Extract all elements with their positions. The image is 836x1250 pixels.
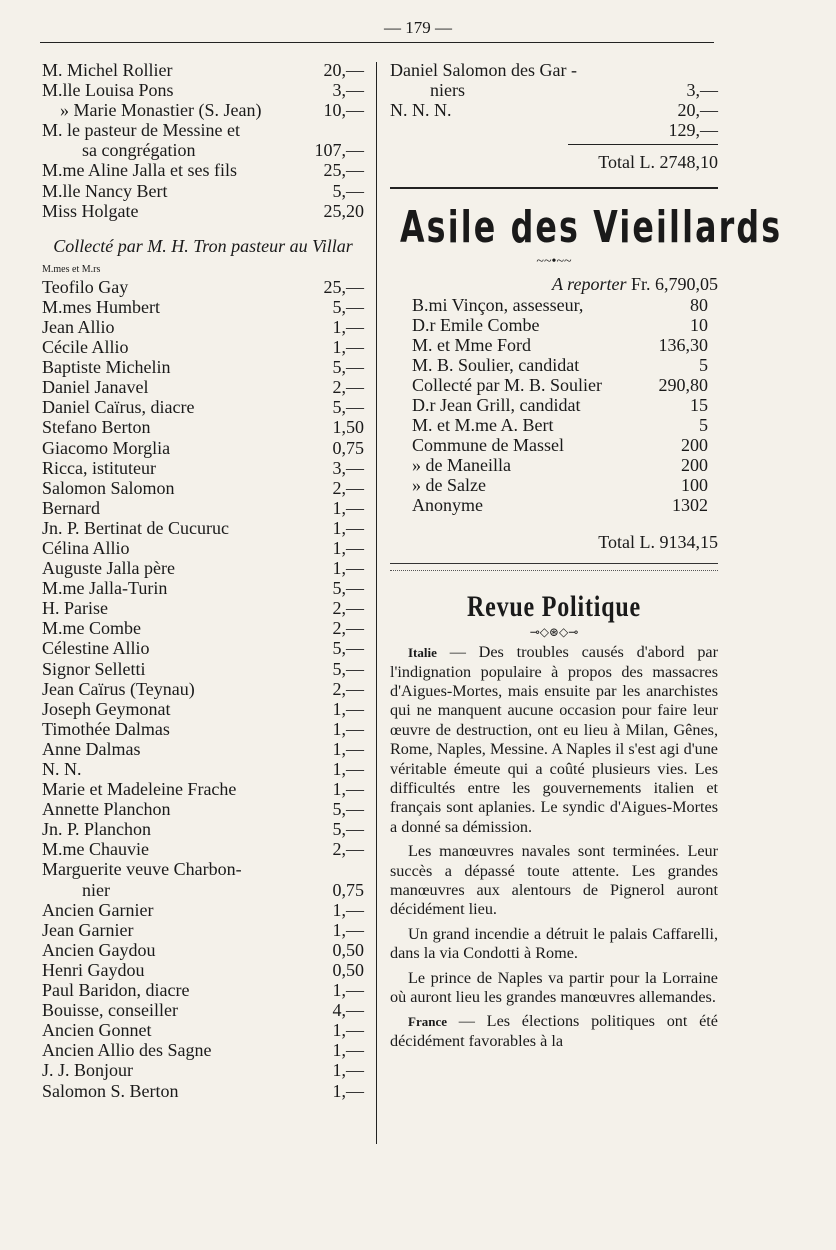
entry-name: Daniel Caïrus, diacre bbox=[42, 397, 195, 418]
section-rule bbox=[390, 187, 718, 189]
list-item bbox=[42, 779, 364, 799]
entry-amount: 25,— bbox=[323, 160, 364, 181]
entry-amount: 10,— bbox=[323, 100, 364, 121]
list-item bbox=[42, 60, 364, 80]
entry-amount: 1,— bbox=[332, 759, 364, 779]
country-label: Italie bbox=[408, 645, 437, 661]
collected-heading: Collecté par M. H. Tron pasteur au Villar bbox=[53, 235, 353, 256]
list-item bbox=[390, 60, 718, 80]
column-rule bbox=[376, 62, 377, 1144]
entry-name: Ricca, istituteur bbox=[42, 457, 156, 478]
entry-amount: 1,— bbox=[332, 980, 364, 1001]
list-item bbox=[390, 475, 718, 495]
entry-amount: 290,80 bbox=[658, 375, 708, 396]
list-item bbox=[42, 438, 364, 458]
entry-name: Daniel Salomon des Gar - bbox=[390, 60, 577, 80]
list-item bbox=[42, 880, 364, 900]
entry-name: Jn. P. Planchon bbox=[42, 819, 152, 840]
total-1: Total L. 2748,10 bbox=[598, 152, 718, 173]
entry-name: Signor Selletti bbox=[42, 658, 146, 679]
entry-name: Daniel Janavel bbox=[42, 377, 149, 398]
entry-amount: 0,75 bbox=[332, 437, 364, 458]
entry-amount: 1,— bbox=[332, 517, 364, 538]
entry-name: N. N. N. bbox=[390, 100, 452, 120]
list-item bbox=[42, 277, 364, 297]
entry-name: Henri Gaydou bbox=[42, 959, 145, 980]
entry-name: Jn. P. Bertinat de Cucuruc bbox=[42, 517, 229, 538]
entry-amount: 1302 bbox=[672, 495, 708, 516]
list-item bbox=[42, 1020, 364, 1040]
entry-amount: 80 bbox=[690, 295, 708, 316]
page-number: — 179 — bbox=[384, 18, 452, 37]
entry-amount: 10 bbox=[690, 315, 708, 336]
entry-amount: 5,— bbox=[332, 578, 364, 599]
entry-name: D.r Emile Combe bbox=[412, 315, 540, 336]
entry-name: Teofilo Gay bbox=[42, 276, 129, 297]
entry-name: Bouisse, conseiller bbox=[42, 1000, 178, 1021]
entry-name: M. et Mme Ford bbox=[412, 335, 531, 356]
list-item bbox=[42, 478, 364, 498]
entry-name: Miss Holgate bbox=[42, 200, 139, 221]
entry-amount: 1,— bbox=[332, 316, 364, 337]
wavy-rule bbox=[390, 563, 718, 571]
paragraph-text: Les manœuvres navales sont terminées. Leur succès a dépassé toute attente. Les grandes manœuvres aux alentours de Pignerol auront décidément lieu. bbox=[390, 842, 718, 919]
subtotal: 129,— bbox=[668, 120, 718, 140]
entry-name: Bernard bbox=[42, 497, 100, 518]
entry-name: M.mes Humbert bbox=[42, 296, 160, 317]
entry-amount: 0,50 bbox=[332, 959, 364, 980]
entry-amount: 2,— bbox=[332, 678, 364, 699]
entry-name: H. Parise bbox=[42, 598, 108, 619]
list-item bbox=[42, 181, 364, 201]
list-item bbox=[42, 140, 364, 160]
list-item bbox=[42, 920, 364, 940]
entry-name: Salomon S. Berton bbox=[42, 1080, 179, 1101]
total-2: Total L. 9134,15 bbox=[598, 532, 718, 553]
entry-name: » Marie Monastier (S. Jean) bbox=[60, 100, 262, 121]
mmes-label: M.mes et M.rs bbox=[42, 263, 101, 275]
entry-amount: 1,— bbox=[332, 558, 364, 579]
entry-name: M.lle Louisa Pons bbox=[42, 80, 174, 101]
list-item bbox=[42, 317, 364, 337]
entry-amount: 5,— bbox=[332, 638, 364, 659]
list-item bbox=[42, 839, 364, 859]
entry-name: Jean Caïrus (Teynau) bbox=[42, 678, 195, 699]
entry-name: B.mi Vinçon, assesseur, bbox=[412, 295, 584, 316]
entry-name: Ancien Gaydou bbox=[42, 939, 156, 960]
entry-amount: 5,— bbox=[332, 658, 364, 679]
entry-name: » de Salze bbox=[412, 475, 486, 496]
entry-amount: 1,— bbox=[332, 497, 364, 518]
list-item bbox=[42, 940, 364, 960]
entry-amount: 1,— bbox=[332, 1080, 364, 1101]
list-item bbox=[42, 100, 364, 120]
list-item bbox=[42, 799, 364, 819]
entry-name: Stefano Berton bbox=[42, 417, 151, 438]
list-item bbox=[42, 1060, 364, 1080]
entry-amount: 1,— bbox=[332, 738, 364, 759]
entry-name: Marie et Madeleine Frache bbox=[42, 779, 237, 800]
paragraph-text: Un grand incendie a détruit le palais Caffarelli, dans la via Condotti à Rome. bbox=[390, 924, 718, 963]
entry-amount: 5,— bbox=[332, 180, 364, 201]
list-item bbox=[42, 297, 364, 317]
entry-amount: 1,— bbox=[332, 1060, 364, 1081]
list-item bbox=[42, 538, 364, 558]
entry-amount: 20,— bbox=[323, 60, 364, 80]
paragraph-text: Le prince de Naples va partir pour la Lorraine où auront lieu les grandes manœuvres allemandes. bbox=[390, 968, 718, 1006]
entry-amount: 5 bbox=[699, 355, 708, 376]
list-item bbox=[390, 495, 718, 515]
list-item bbox=[390, 395, 718, 415]
entry-amount: 2,— bbox=[332, 598, 364, 619]
right-top-list bbox=[390, 60, 718, 120]
list-item bbox=[390, 375, 718, 395]
entry-amount: 5 bbox=[699, 415, 708, 436]
list-item bbox=[42, 598, 364, 618]
entry-name: D.r Jean Grill, candidat bbox=[412, 395, 581, 416]
asile-title: Asile des Vieillards bbox=[400, 202, 783, 254]
list-item bbox=[390, 415, 718, 435]
country-label: France bbox=[408, 1014, 447, 1030]
list-item bbox=[42, 739, 364, 759]
ornament: ~~•~~ bbox=[536, 254, 572, 270]
sum-line bbox=[568, 144, 718, 145]
donor-list bbox=[42, 277, 364, 1101]
list-item bbox=[42, 201, 364, 221]
entry-name: sa congrégation bbox=[82, 140, 196, 161]
entry-amount: 2,— bbox=[332, 377, 364, 398]
entry-amount: 5,— bbox=[332, 799, 364, 820]
entry-name: M.me Chauvie bbox=[42, 839, 149, 860]
entry-name: M. B. Soulier, candidat bbox=[412, 355, 580, 376]
list-item bbox=[42, 377, 364, 397]
list-item bbox=[42, 699, 364, 719]
entry-amount: 2,— bbox=[332, 839, 364, 860]
entry-amount: 2,— bbox=[332, 618, 364, 639]
entry-name: Marguerite veuve Charbon- bbox=[42, 859, 242, 880]
entry-name: M.me Jalla-Turin bbox=[42, 578, 168, 599]
entry-amount: 3,— bbox=[686, 80, 718, 100]
list-item bbox=[42, 900, 364, 920]
revue-title: Revue Politique bbox=[467, 590, 641, 624]
entry-amount: 1,— bbox=[332, 1040, 364, 1061]
entry-amount: 3,— bbox=[332, 457, 364, 478]
entry-name: M.me Aline Jalla et ses fils bbox=[42, 160, 237, 181]
entry-amount: 5,— bbox=[332, 296, 364, 317]
list-item bbox=[390, 335, 718, 355]
entry-amount: 1,— bbox=[332, 779, 364, 800]
ornament-2: ⊸◇⊛◇⊸ bbox=[529, 625, 579, 640]
list-item bbox=[42, 759, 364, 779]
entry-amount: 3,— bbox=[332, 80, 364, 101]
entry-amount: 1,— bbox=[332, 899, 364, 920]
entry-name: Collecté par M. B. Soulier bbox=[412, 375, 602, 396]
entry-name: M. et M.me A. Bert bbox=[412, 415, 554, 436]
entry-amount: 5,— bbox=[332, 357, 364, 378]
entry-name: Paul Baridon, diacre bbox=[42, 980, 190, 1001]
entry-amount: 0,50 bbox=[332, 939, 364, 960]
list-item bbox=[42, 518, 364, 538]
entry-amount: 2,— bbox=[332, 477, 364, 498]
entry-amount: 1,— bbox=[332, 337, 364, 358]
entry-name: Célina Allio bbox=[42, 537, 130, 558]
paragraph bbox=[390, 643, 718, 837]
list-item bbox=[42, 659, 364, 679]
paragraph-text: — Les élections politiques ont été décidément favorables à la bbox=[390, 1012, 718, 1050]
entry-amount: 200 bbox=[681, 455, 708, 476]
entry-amount: 5,— bbox=[332, 819, 364, 840]
entry-name: Ancien Garnier bbox=[42, 899, 154, 920]
entry-amount: 25,— bbox=[323, 276, 364, 297]
list-item bbox=[42, 578, 364, 598]
entry-name: Timothée Dalmas bbox=[42, 718, 170, 739]
left-column bbox=[42, 60, 364, 1101]
list-item bbox=[390, 80, 718, 100]
entry-amount: 1,— bbox=[332, 698, 364, 719]
entry-amount: 25,20 bbox=[323, 200, 364, 221]
entry-name: Cécile Allio bbox=[42, 337, 129, 358]
paragraph bbox=[390, 1012, 718, 1051]
subtotal-row bbox=[390, 120, 718, 140]
entry-amount: 1,— bbox=[332, 537, 364, 558]
entry-name: Annette Planchon bbox=[42, 799, 171, 820]
paragraph bbox=[390, 925, 718, 964]
entry-name: Anne Dalmas bbox=[42, 738, 141, 759]
list-item bbox=[42, 980, 364, 1000]
entry-amount: 200 bbox=[681, 435, 708, 456]
entry-name: Ancien Allio des Sagne bbox=[42, 1040, 212, 1061]
entry-name: Commune de Massel bbox=[412, 435, 564, 456]
entry-name: niers bbox=[430, 80, 465, 100]
entry-amount: 1,— bbox=[332, 718, 364, 739]
list-item bbox=[42, 1081, 364, 1101]
list-item bbox=[42, 960, 364, 980]
list-item bbox=[390, 435, 718, 455]
entry-name: Baptiste Michelin bbox=[42, 357, 171, 378]
list-item bbox=[42, 120, 364, 140]
entry-name: M.lle Nancy Bert bbox=[42, 180, 168, 201]
list-item bbox=[42, 1040, 364, 1060]
paragraph-text: — Des troubles causés d'abord par l'indignation populaire à propos des massacres d'Aigues-Mortes, mais ensuite par les anarchistes qui ne manquent aucune occasion pour faire leur œuvre de destruction, ont eu lieu à Milan, Gênes, Rome, Naples, Messine. A Naples il s'est agi d'une véritable émeute qui a coûté plusieurs vies. Les difficultés entre les gouvernements italien et français sont aplanies. Le syndic d'Aigues-Mortes a donné sa démission. bbox=[390, 643, 718, 836]
list-item bbox=[42, 1000, 364, 1020]
list-item bbox=[42, 337, 364, 357]
entry-name: Célestine Allio bbox=[42, 638, 150, 659]
entry-amount: 107,— bbox=[314, 140, 364, 161]
entry-name: Jean Allio bbox=[42, 316, 115, 337]
paragraph bbox=[390, 969, 718, 1008]
list-item bbox=[42, 397, 364, 417]
entry-amount: 1,50 bbox=[332, 417, 364, 438]
right-column bbox=[390, 60, 783, 1051]
list-item bbox=[42, 160, 364, 180]
entry-amount: 136,30 bbox=[658, 335, 708, 356]
entry-name: Ancien Gonnet bbox=[42, 1020, 152, 1041]
asile-list bbox=[390, 295, 718, 515]
entry-amount: 1,— bbox=[332, 1020, 364, 1041]
entry-amount: 20,— bbox=[677, 100, 718, 120]
list-item bbox=[390, 455, 718, 475]
list-item bbox=[42, 638, 364, 658]
list-item bbox=[42, 819, 364, 839]
list-item bbox=[390, 355, 718, 375]
entry-amount: 5,— bbox=[332, 397, 364, 418]
entry-name: » de Maneilla bbox=[412, 455, 511, 476]
entry-name: Giacomo Morglia bbox=[42, 437, 171, 458]
entry-amount: 0,75 bbox=[332, 879, 364, 900]
list-item bbox=[42, 618, 364, 638]
entry-name: Jean Garnier bbox=[42, 919, 134, 940]
list-item bbox=[42, 679, 364, 699]
entry-name: nier bbox=[82, 879, 110, 900]
list-item bbox=[42, 498, 364, 518]
left-top-list bbox=[42, 60, 364, 221]
entry-name: Joseph Geymonat bbox=[42, 698, 171, 719]
list-item bbox=[42, 80, 364, 100]
entry-name: M. le pasteur de Messine et bbox=[42, 120, 240, 141]
list-item bbox=[390, 295, 718, 315]
entry-name: J. J. Bonjour bbox=[42, 1060, 134, 1081]
list-item bbox=[42, 558, 364, 578]
entry-name: Auguste Jalla père bbox=[42, 558, 175, 579]
entry-amount: 100 bbox=[681, 475, 708, 496]
list-item bbox=[390, 315, 718, 335]
entry-name: N. N. bbox=[42, 759, 82, 779]
entry-name: Salomon Salomon bbox=[42, 477, 175, 498]
paragraph bbox=[390, 842, 718, 920]
entry-name: Anonyme bbox=[412, 495, 483, 516]
entry-amount: 4,— bbox=[332, 1000, 364, 1021]
reporter-line bbox=[390, 273, 718, 295]
list-item bbox=[42, 458, 364, 478]
list-item bbox=[42, 357, 364, 377]
entry-amount: 15 bbox=[690, 395, 708, 416]
entry-name: M. Michel Rollier bbox=[42, 60, 173, 80]
list-item bbox=[390, 100, 718, 120]
reporter-label: A reporter bbox=[551, 274, 627, 295]
list-item bbox=[42, 719, 364, 739]
entry-name: M.me Combe bbox=[42, 618, 141, 639]
entry-amount: 1,— bbox=[332, 919, 364, 940]
list-item bbox=[42, 859, 364, 879]
reporter-value: Fr. 6,790,05 bbox=[630, 274, 718, 295]
list-item bbox=[42, 417, 364, 437]
top-rule bbox=[40, 42, 714, 43]
article bbox=[390, 643, 718, 1051]
